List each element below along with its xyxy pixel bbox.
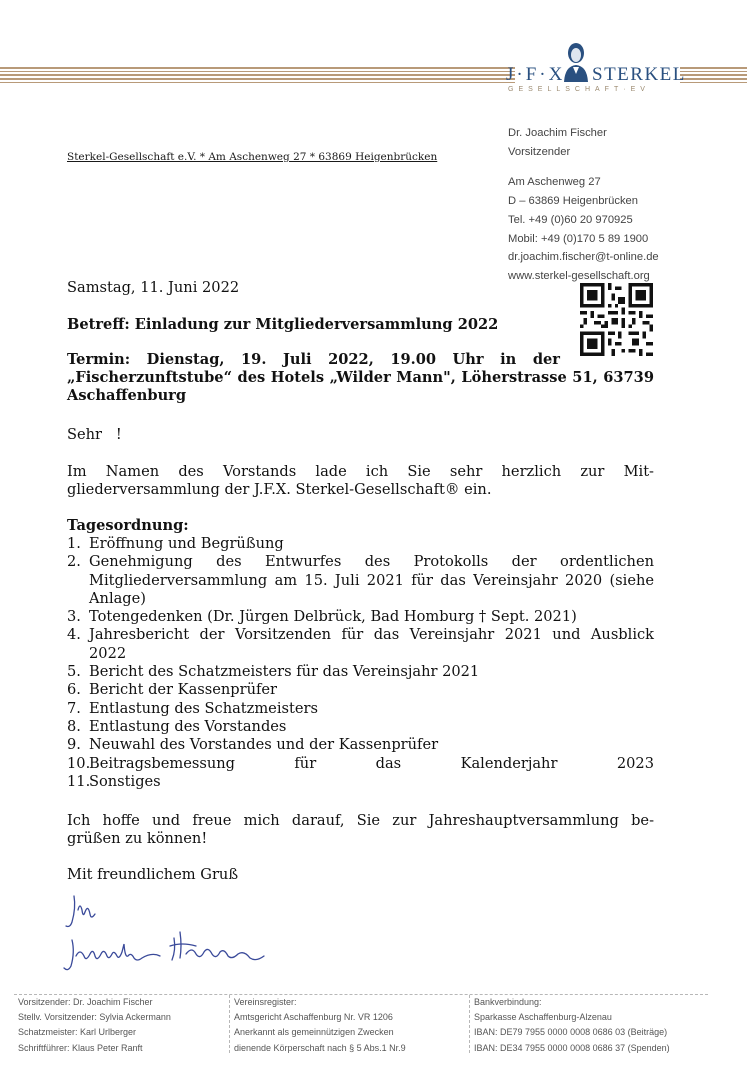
agenda-item-line: Bericht des Schatzmeisters für das Vereinsjahr 2021 (89, 663, 480, 681)
agenda-item-line: Beitragsbemessung für das Kalenderjahr 2023 (89, 754, 654, 772)
footer-register-column (229, 995, 466, 1053)
agenda-item-number: 2. (67, 553, 81, 571)
footer-line: Sparkasse Aschaffenburg-Alzenau (474, 1012, 612, 1023)
letter-subject: Betreff: Einladung zur Mitgliederversammlung 2022 (67, 316, 499, 333)
agenda-item-line: Genehmigung des Entwurfes des Protokolls der ordentlichen (89, 553, 654, 571)
header-stripes-left (0, 67, 515, 83)
termin-line-2: „Fischerzunftstube“ des Hotels „Wilder Mann", Löherstrasse 51, 63739 (67, 369, 654, 386)
agenda-heading: Tagesordnung: (67, 517, 189, 534)
agenda-item (67, 663, 654, 681)
agenda-item-line: Totengedenken (Dr. Jürgen Delbrück, Bad Homburg † Sept. 2021) (89, 608, 577, 626)
agenda-item-text (89, 681, 654, 699)
contact-email[interactable]: dr.joachim.fischer@t-online.de (508, 251, 659, 264)
agenda-item-text (89, 663, 654, 681)
agenda-item-line: Anlage) (89, 589, 146, 607)
logo-initials: J·F·X (506, 64, 566, 85)
agenda-item (67, 773, 654, 791)
contact-tel: Tel. +49 (0)60 20 970925 (508, 213, 633, 226)
sender-address-line: Sterkel-Gesellschaft e.V. * Am Aschenweg 27 * 63869 Heigenbrücken (67, 151, 438, 163)
footer-line: Amtsgericht Aschaffenburg Nr. VR 1206 (234, 1012, 393, 1023)
contact-name: Dr. Joachim Fischer (508, 127, 607, 139)
contact-street: Am Aschenweg 27 (508, 176, 601, 189)
footer-line: Schatzmeister: Karl Urlberger (18, 1027, 137, 1038)
footer-line: Schriftführer: Klaus Peter Ranft (18, 1042, 143, 1053)
contact-city: D – 63869 Heigenbrücken (508, 195, 638, 208)
agenda-item (67, 626, 654, 663)
contact-mobile: Mobil: +49 (0)170 5 89 1900 (508, 232, 649, 245)
intro-paragraph: Im Namen des Vorstands lade ich Sie sehr herzlich zur Mit- gliederversammlung der J.F.X. Sterkel-Gesellschaft® ein. (67, 463, 654, 499)
agenda-item (67, 553, 654, 608)
agenda-item (67, 681, 654, 699)
agenda-item-text (89, 535, 654, 553)
salutation: Sehr ! (67, 426, 122, 443)
footer-line: Stellv. Vorsitzender: Sylvia Ackermann (18, 1012, 171, 1023)
footer-bank-column (469, 995, 706, 1053)
agenda-item-text (89, 755, 654, 773)
agenda-item-line: 2022 (89, 644, 127, 662)
footer-line: Vereinsregister: (234, 997, 297, 1007)
agenda-item-text (89, 700, 654, 718)
agenda-item-text (89, 608, 654, 626)
portrait-icon (561, 40, 591, 82)
footer-line: IBAN: DE34 7955 0000 0008 0686 37 (Spenden) (474, 1042, 670, 1053)
termin-line-3: Aschaffenburg (67, 387, 187, 404)
agenda-item (67, 755, 654, 773)
agenda-item-number: 10. (67, 754, 91, 772)
termin-line-1: Termin: Dienstag, 19. Juli 2022, 19.00 Uhr in der (67, 351, 560, 368)
footer-line: dienende Körperschaft nach § 5 Abs.1 Nr.9 (234, 1042, 406, 1053)
agenda-item (67, 700, 654, 718)
logo-subtitle: GESELLSCHAFT·EV (508, 86, 650, 93)
contact-block (508, 124, 659, 286)
logo-name: STERKEL (592, 64, 686, 85)
footer (14, 994, 708, 1053)
agenda-item-text (89, 553, 654, 608)
greeting: Mit freundlichem Gruß (67, 866, 239, 883)
agenda-item (67, 718, 654, 736)
agenda-item (67, 535, 654, 553)
agenda-item (67, 736, 654, 754)
agenda-item-number: 5. (67, 663, 81, 681)
agenda-item-text (89, 626, 654, 663)
footer-line: IBAN: DE79 7955 0000 0008 0686 03 (Beiträge) (474, 1027, 668, 1038)
agenda-item-line: Neuwahl des Vorstandes und der Kassenprüfer (89, 736, 439, 754)
agenda-item-number: 1. (67, 535, 81, 552)
agenda-item-number: 6. (67, 681, 81, 699)
header-stripes-right (680, 67, 747, 83)
agenda-item-line: Eröffnung und Begrüßung (89, 535, 284, 552)
agenda-item (67, 608, 654, 626)
agenda-item-line: Mitgliederversammlung am 15. Juli 2021 für das Vereinsjahr 2020 (siehe (89, 571, 654, 589)
handwritten-signature (62, 888, 292, 978)
agenda-list (67, 535, 654, 791)
agenda-item-line: Entlastung des Schatzmeisters (89, 699, 318, 717)
agenda-item-text (89, 718, 654, 736)
agenda-item-text (89, 736, 654, 754)
footer-line: Anerkannt als gemeinnützigen Zwecken (234, 1027, 394, 1038)
society-logo (506, 40, 684, 102)
closing-paragraph: Ich hoffe und freue mich darauf, Sie zur Jahreshauptversammlung be- grüßen zu können! (67, 812, 654, 848)
agenda-item-number: 7. (67, 699, 81, 717)
letter-date: Samstag, 11. Juni 2022 (67, 279, 240, 296)
agenda-item-number: 9. (67, 736, 81, 754)
agenda-item-line: Bericht der Kassenprüfer (89, 681, 278, 699)
agenda-item-text (89, 773, 654, 791)
agenda-item-number: 11. (67, 772, 91, 790)
contact-role: Vorsitzender (508, 145, 571, 158)
agenda-item-line: Entlastung des Vorstandes (89, 717, 287, 735)
footer-line: Bankverbindung: (474, 997, 542, 1007)
footer-board-column (14, 995, 228, 1053)
agenda-item-number: 3. (67, 608, 81, 626)
agenda-item-number: 8. (67, 717, 81, 735)
footer-line: Vorsitzender: Dr. Joachim Fischer (18, 997, 153, 1007)
agenda-item-line: Jahresbericht der Vorsitzenden für das Vereinsjahr 2021 und Ausblick (89, 626, 654, 644)
agenda-item-number: 4. (67, 626, 81, 644)
contact-website[interactable]: www.sterkel-gesellschaft.org (508, 269, 650, 282)
agenda-item-line: Sonstiges (89, 772, 161, 790)
